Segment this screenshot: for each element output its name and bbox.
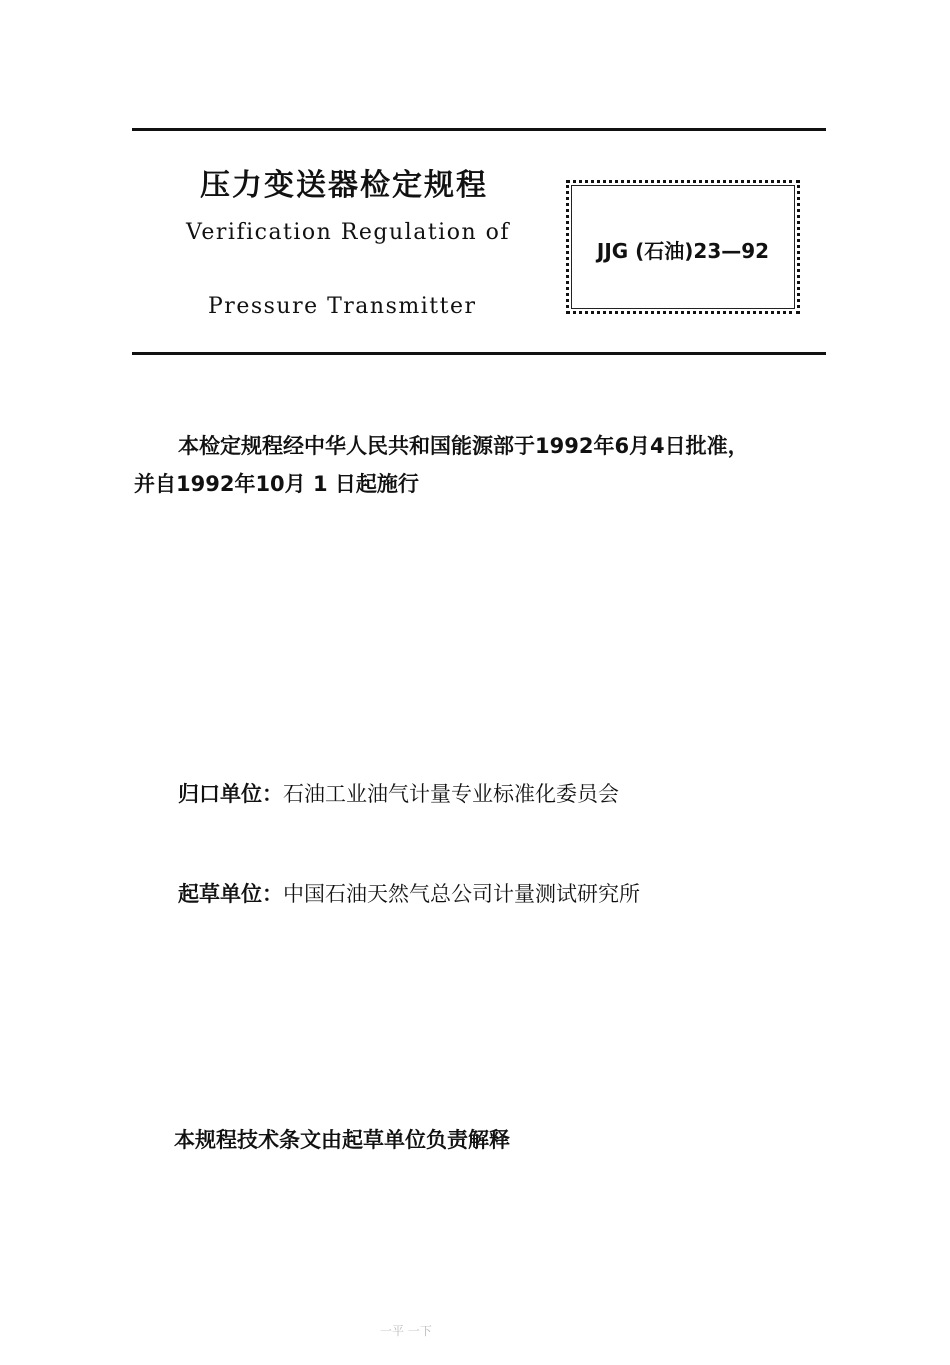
top-rule bbox=[132, 128, 826, 131]
standard-code: JJG (石油)23—92 bbox=[596, 239, 770, 263]
responsible-unit-value: 石油工业油气计量专业标准化委员会 bbox=[283, 782, 619, 806]
drafting-unit-value: 中国石油天然气总公司计量测试研究所 bbox=[283, 882, 640, 906]
responsible-unit-label: 归口单位： bbox=[178, 782, 283, 806]
document-title-english-line-2: Pressure Transmitter bbox=[208, 294, 477, 319]
standard-code-box bbox=[566, 180, 800, 314]
approval-statement-line-2: 并自1992年10月 1 日起施行 bbox=[134, 472, 419, 496]
drafting-unit bbox=[178, 878, 640, 908]
drafting-unit-label: 起草单位： bbox=[178, 882, 283, 906]
document-title-chinese: 压力变送器检定规程 bbox=[200, 168, 488, 203]
responsible-unit bbox=[178, 778, 619, 808]
document-title-english-line-1: Verification Regulation of bbox=[186, 220, 511, 245]
approval-statement-line-1: 本检定规程经中华人民共和国能源部于1992年6月4日批准， bbox=[178, 434, 749, 458]
interpretation-note: 本规程技术条文由起草单位负责解释 bbox=[174, 1128, 510, 1152]
bottom-rule bbox=[132, 352, 826, 355]
footer-text: 一平 一下 bbox=[380, 1324, 432, 1338]
